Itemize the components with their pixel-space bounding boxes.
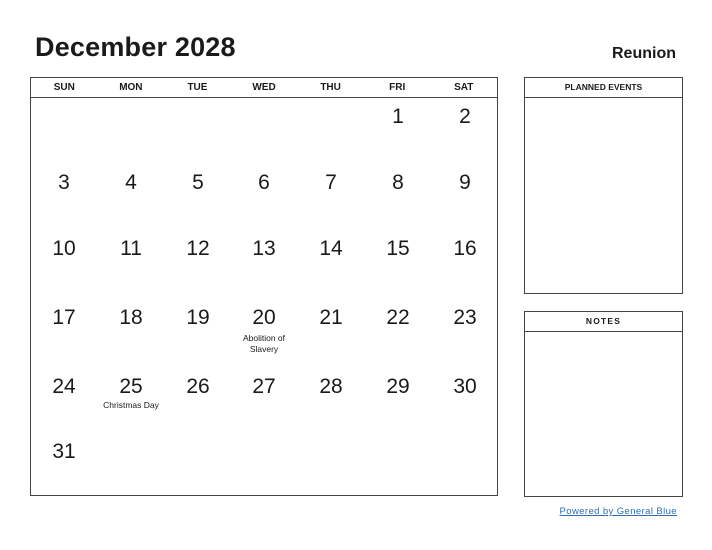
planned-events-heading: PLANNED EVENTS [525, 78, 682, 98]
weekday-sun: SUN [53, 82, 75, 93]
notes-heading: NOTES [525, 312, 682, 332]
day-number: 20 [252, 306, 276, 329]
day-cell [365, 376, 431, 398]
notes-panel [524, 311, 683, 497]
day-number: 12 [186, 237, 210, 260]
day-number: 9 [459, 171, 471, 194]
day-cell [365, 238, 431, 260]
day-cell [165, 376, 231, 398]
page-title: December 2028 [35, 32, 236, 62]
day-number: 2 [459, 105, 471, 128]
day-number: 13 [252, 237, 276, 260]
weekday-fri: FRI [389, 82, 406, 93]
weekday-mon: MON [119, 82, 143, 93]
powered-by-link[interactable]: Powered by General Blue [559, 506, 677, 517]
day-number: 8 [392, 171, 404, 194]
holiday-line: Abolition of [242, 333, 286, 343]
weekday-header [31, 78, 497, 98]
day-number: 23 [453, 306, 477, 329]
day-cell [31, 376, 97, 398]
day-number: 18 [119, 306, 143, 329]
weekday-thu: THU [320, 82, 341, 93]
day-cell [165, 172, 231, 194]
day-cell [432, 106, 498, 128]
day-cell [231, 307, 297, 355]
day-number: 29 [386, 375, 410, 398]
weekday-wed: WED [252, 82, 276, 93]
day-cell [98, 172, 164, 194]
day-number: 15 [386, 237, 410, 260]
day-number: 4 [125, 171, 137, 194]
day-cell [31, 441, 97, 463]
day-cell [31, 238, 97, 260]
day-number: 5 [192, 171, 204, 194]
planned-events-panel [524, 77, 683, 294]
weekday-sat: SAT [454, 82, 474, 93]
day-cell [231, 172, 297, 194]
day-cell [298, 376, 364, 398]
day-cell [31, 172, 97, 194]
day-number: 16 [453, 237, 477, 260]
day-cell [365, 307, 431, 329]
day-number: 31 [52, 440, 76, 463]
day-cell [298, 172, 364, 194]
day-cell [98, 307, 164, 329]
day-number: 30 [453, 375, 477, 398]
day-cell [231, 376, 297, 398]
day-cell [365, 172, 431, 194]
day-cell [365, 106, 431, 128]
day-cell [98, 376, 164, 411]
day-cell [298, 307, 364, 329]
day-number: 14 [319, 237, 343, 260]
day-number: 17 [52, 306, 76, 329]
day-number: 19 [186, 306, 210, 329]
day-number: 6 [258, 171, 270, 194]
day-cell [298, 238, 364, 260]
day-cell [165, 307, 231, 329]
day-cell [432, 172, 498, 194]
day-number: 26 [186, 375, 210, 398]
weekday-tue: TUE [187, 82, 208, 93]
day-number: 7 [325, 171, 337, 194]
day-cell [432, 238, 498, 260]
day-cell [98, 238, 164, 260]
day-number: 1 [392, 105, 404, 128]
day-number: 21 [319, 306, 343, 329]
day-cell [432, 376, 498, 398]
day-number: 10 [52, 237, 76, 260]
day-number: 27 [252, 375, 276, 398]
day-cell [231, 238, 297, 260]
calendar-grid [30, 77, 498, 496]
day-number: 22 [386, 306, 410, 329]
holiday-label [231, 333, 297, 355]
day-number: 3 [58, 171, 70, 194]
day-cell [165, 238, 231, 260]
holiday-label: Christmas Day [103, 400, 159, 410]
day-cell [432, 307, 498, 329]
day-number: 28 [319, 375, 343, 398]
holiday-line: Slavery [249, 344, 279, 354]
day-number: 11 [120, 237, 142, 260]
day-cell [31, 307, 97, 329]
region-label: Reunion [612, 45, 676, 62]
day-number: 25 [119, 375, 143, 398]
day-number: 24 [52, 375, 76, 398]
